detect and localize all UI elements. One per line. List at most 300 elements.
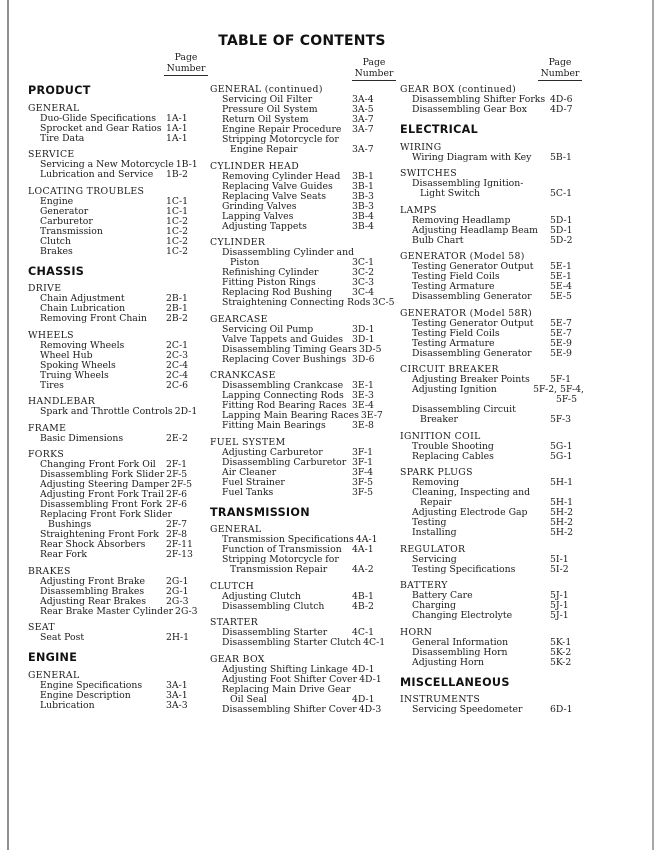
page-number: 3E-1 [352, 380, 374, 391]
page-number: 2G-3 [175, 605, 198, 617]
entry-label: Adjusting Breaker Points [412, 374, 530, 385]
page-number: 5K-1 [550, 636, 572, 648]
page-number: 3D-1 [352, 333, 375, 345]
entry-label: Servicing Oil Pump [222, 323, 314, 335]
page-number: 3F-1 [352, 446, 374, 458]
entry-label: Replacing Rod Bushing [222, 287, 333, 298]
entry-label: Carburetor [40, 215, 93, 227]
page-number [531, 385, 584, 405]
subsection-heading: GEAR BOX [210, 653, 265, 665]
entry-label: Disassembling Shifter Forks [412, 94, 546, 105]
page-number: 3F-4 [352, 466, 374, 478]
page-number: 5I-2 [550, 563, 569, 575]
toc-entry [400, 555, 584, 565]
subsection-heading: GENERAL (continued) [210, 84, 323, 95]
page-number: 1A-1 [166, 112, 188, 124]
subsection-heading: WHEELS [28, 329, 74, 341]
toc-entry [28, 314, 200, 324]
toc-entry [28, 227, 200, 237]
subsection-heading: HORN [400, 626, 433, 638]
toc-column-2 [210, 84, 395, 715]
toc-entry [210, 602, 386, 612]
page-number: 4D-7 [550, 104, 573, 115]
entry-label: Installing [412, 527, 457, 538]
toc-section-wiring [400, 143, 584, 163]
page-number: 3D-5 [358, 343, 382, 355]
entry-label: Rear Fork [40, 549, 88, 560]
page-number: 5B-1 [550, 151, 572, 163]
toc-entry [210, 355, 386, 365]
entry-label: Disassembling Horn [412, 646, 508, 658]
page-number: 1C-1 [166, 205, 189, 217]
toc-section-general-continued [210, 85, 386, 155]
page-number: 2G-1 [166, 575, 189, 587]
toc-section-general [28, 671, 200, 711]
entry-label: Replacing Valve Seats [222, 190, 327, 202]
toc-entry [400, 705, 584, 715]
entry-label: Engine Description [40, 689, 131, 701]
page-number: 3D-6 [352, 353, 375, 365]
toc-entry [210, 335, 386, 345]
subsection-heading: GEAR BOX (continued) [400, 84, 517, 95]
toc-entry [28, 607, 200, 617]
page-number: 1B-1 [175, 159, 198, 170]
toc-entry [210, 478, 386, 488]
entry-label: Generator [40, 205, 89, 217]
entry-label: Engine [40, 195, 74, 207]
page-number: 4B-1 [352, 590, 374, 602]
page-number: 2F-5 [171, 479, 193, 490]
page-number: 2F-6 [166, 489, 188, 500]
page-number: 3A-7 [352, 124, 374, 135]
toc-section-cylinder-head [210, 162, 386, 232]
entry-label: Testing Armature [412, 281, 495, 292]
entry-label-continuation: Bushings [48, 519, 92, 530]
major-heading-miscellaneous: MISCELLANEOUS [400, 675, 510, 689]
subsection-heading: IGNITION COIL [400, 430, 481, 442]
subsection-heading: LAMPS [400, 204, 437, 216]
subsection-heading: GEARCASE [210, 313, 268, 325]
page-number: 3C-1 [352, 257, 375, 268]
toc-entry [400, 385, 584, 405]
subsection-heading: CIRCUIT BREAKER [400, 364, 499, 375]
entry-label: Fuel Strainer [222, 476, 285, 488]
entry-label: Valve Tappets and Guides [222, 333, 344, 345]
page-number: 5E-4 [550, 281, 572, 292]
entry-label: Truing Wheels [40, 369, 109, 381]
entry-label: Disassembling Starter [222, 627, 328, 638]
page-number: 3A-5 [352, 104, 374, 115]
subsection-heading: SPARK PLUGS [400, 467, 473, 478]
entry-label: Straightening Front Fork [40, 529, 159, 540]
toc-entry [210, 705, 386, 715]
entry-label: Servicing Oil Filter [222, 94, 313, 105]
page-number: 3B-1 [352, 180, 374, 192]
page-number-header [520, 58, 600, 81]
subsection-heading: GENERAL [210, 524, 262, 535]
page-number: 1A-1 [166, 132, 188, 144]
entry-label: Adjusting Shifting Linkage [222, 663, 349, 675]
page-number: 5F-1 [550, 374, 572, 385]
page-number: 5E-7 [550, 327, 572, 339]
entry-label: Servicing a New Motorcycle [40, 159, 174, 170]
entry-label: Disassembling Clutch [222, 600, 325, 612]
page-number: 3A-4 [352, 94, 374, 105]
page-number: 5K-2 [550, 646, 572, 658]
toc-entry [28, 217, 200, 227]
page-number: 3B-1 [352, 170, 374, 182]
entry-label: Clutch [40, 235, 72, 247]
page-number: 5E-5 [550, 291, 572, 302]
subsection-heading: GENERAL [28, 669, 80, 681]
entry-label-continuation: Light Switch [420, 188, 481, 199]
entry-label: Adjusting Steering Damper [40, 479, 170, 490]
entry-label: Disassembling Cylinder and [222, 247, 355, 258]
subsection-heading: GENERAL [28, 102, 80, 114]
toc-entry [28, 114, 200, 124]
entry-label: Sprocket and Gear Ratios [40, 122, 162, 134]
entry-label: Seat Post [40, 632, 85, 643]
entry-label: Trouble Shooting [412, 440, 494, 452]
page-number: 4A-2 [352, 564, 374, 575]
subsection-heading: FRAME [28, 422, 67, 434]
toc-section-spark-plugs [400, 468, 584, 538]
subsection-heading: CYLINDER HEAD [210, 160, 300, 172]
toc-entry [28, 371, 200, 381]
entry-label: Lubrication and Service [40, 169, 154, 180]
entry-label: Disassembling Fork Slider [40, 469, 165, 480]
toc-section-generator-model-58 [400, 252, 584, 302]
toc-section-fuel-system [210, 438, 386, 498]
subsection-heading: REGULATOR [400, 543, 466, 555]
page-edge-left [7, 0, 9, 850]
toc-section-starter [210, 618, 386, 648]
entry-label: Duo-Glide Specifications [40, 112, 156, 124]
toc-entry [28, 510, 200, 530]
entry-label: Adjusting Carburetor [222, 446, 323, 458]
page-number: 5J-1 [550, 590, 569, 601]
entry-label: Fitting Piston Rings [222, 277, 316, 288]
toc-entry [210, 202, 386, 212]
entry-label: Changing Electrolyte [412, 610, 513, 621]
entry-label: Removing Cylinder Head [222, 170, 341, 182]
entry-label: Adjusting Rear Brakes [40, 595, 147, 607]
page-number: 2F-7 [166, 519, 188, 530]
entry-label: Testing Armature [412, 337, 495, 349]
toc-entry [400, 339, 584, 349]
toc-section-frame [28, 424, 200, 444]
toc-entry [210, 192, 386, 202]
page-number: 1B-2 [166, 169, 188, 180]
entry-label: Disassembling Carburetor [222, 456, 347, 468]
page-number: 3A-7 [352, 114, 374, 125]
subsection-heading: BRAKES [28, 565, 71, 577]
toc-section-switches [400, 169, 584, 199]
entry-label: Adjusting Clutch [222, 590, 301, 602]
toc-entry [28, 134, 200, 144]
toc-section-crankcase [210, 371, 386, 431]
entry-label: Refinishing Cylinder [222, 267, 319, 278]
entry-label: Removing Wheels [40, 339, 125, 351]
toc-section-locating-troubles [28, 187, 200, 257]
page-number: 1C-1 [166, 195, 189, 207]
page-number: 5G-1 [550, 450, 573, 462]
page-number: 6D-1 [550, 704, 573, 715]
toc-entry [28, 691, 200, 701]
page-number: 2F-13 [166, 549, 193, 560]
toc-section-battery [400, 581, 584, 621]
page-number: 5K-2 [550, 656, 572, 668]
entry-label: Disassembling Ignition- [412, 178, 524, 189]
entry-label: Battery Care [412, 590, 473, 601]
page-number: 2C-6 [166, 379, 189, 391]
toc-entry [210, 665, 386, 675]
page-number: 1C-2 [166, 215, 189, 227]
toc-entry [210, 182, 386, 192]
toc-section-gear-box [210, 655, 386, 715]
subsection-heading: WIRING [400, 141, 442, 153]
toc-entry [28, 247, 200, 257]
entry-label: Replacing Cover Bushings [222, 353, 347, 365]
major-heading-product: PRODUCT [28, 84, 91, 97]
entry-label: Wiring Diagram with Key [412, 151, 532, 163]
toc-entry [210, 297, 395, 308]
toc-entry [28, 550, 200, 560]
entry-label: Testing Field Coils [412, 271, 500, 282]
entry-label: General Information [412, 636, 509, 648]
subsection-heading: GENERATOR (Model 58) [400, 251, 525, 262]
entry-label: Air Cleaner [222, 466, 277, 478]
entry-label: Tire Data [40, 132, 85, 144]
page-number-header-line2: Number [352, 69, 397, 82]
page-number: 5G-1 [550, 440, 573, 452]
page-number: 5E-1 [550, 271, 572, 282]
toc-section-handlebar [28, 397, 200, 417]
page-number: 5E-9 [550, 347, 572, 359]
toc-section-lamps [400, 206, 584, 246]
entry-label: Testing [412, 517, 447, 528]
entry-label: Servicing Speedometer [412, 704, 523, 715]
subsection-heading: CRANKCASE [210, 370, 276, 381]
entry-label: Straightening Connecting Rods [222, 297, 371, 308]
page-number-line1: 5F-2, 5F-4, [533, 384, 584, 395]
subsection-heading: FORKS [28, 449, 65, 460]
subsection-heading: FUEL SYSTEM [210, 436, 286, 448]
entry-label: Stripping Motorcycle for [222, 134, 339, 145]
toc-section-gear-box-continued [400, 85, 584, 115]
toc-entry [400, 488, 584, 508]
toc-entry [28, 361, 200, 371]
toc-entry [400, 153, 584, 163]
toc-entry [28, 681, 200, 691]
page-number: 1C-2 [166, 235, 189, 247]
page-number: 3C-5 [372, 297, 395, 308]
entry-label: Lapping Valves [222, 210, 294, 222]
page-number: 3C-4 [352, 287, 375, 298]
page-number: 2B-1 [166, 293, 188, 304]
toc-section-seat [28, 623, 200, 643]
toc-section-circuit-breaker [400, 365, 584, 425]
page-number: 3E-8 [352, 420, 374, 431]
page-number: 4B-2 [352, 600, 374, 612]
toc-entry [210, 638, 386, 648]
page-number: 5D-1 [550, 214, 573, 226]
toc-section-regulator [400, 545, 584, 575]
toc-entry [28, 341, 200, 351]
page-number: 3B-3 [352, 200, 374, 212]
toc-entry [400, 329, 584, 339]
entry-label: Adjusting Front Fork Trail [40, 489, 164, 500]
page-number: 5E-9 [550, 337, 572, 349]
page-number-header-line1: Page [548, 57, 572, 68]
toc-section-horn [400, 628, 584, 668]
page-number: 2C-1 [166, 339, 189, 351]
entry-label: Pressure Oil System [222, 104, 318, 115]
toc-entry [28, 351, 200, 361]
entry-label: Fitting Rod Bearing Races [222, 400, 347, 411]
page-number: 2D-1 [174, 406, 198, 417]
page-number: 2F-6 [166, 499, 188, 510]
page-number: 5J-1 [550, 600, 569, 611]
entry-label: Charging [412, 600, 456, 611]
page-number: 2F-5 [166, 469, 188, 480]
page-number: 2F-1 [166, 459, 188, 470]
entry-label: Fuel Tanks [222, 486, 274, 498]
page-number: 3B-4 [352, 220, 374, 232]
page-number: 3E-4 [352, 400, 374, 411]
toc-section-service [28, 150, 200, 180]
toc-entry [28, 197, 200, 207]
toc-entry [210, 675, 386, 685]
toc-entry [210, 325, 386, 335]
page-number: 5E-1 [550, 261, 572, 272]
page-number: 1A-1 [166, 122, 188, 134]
toc-entry [28, 577, 200, 587]
toc-section-general [28, 104, 200, 144]
page-number-header [146, 53, 226, 76]
page-number: 4A-1 [352, 544, 374, 555]
entry-label: Adjusting Tappets [222, 220, 307, 232]
page-number: 2F-8 [166, 529, 188, 540]
toc-entry [400, 611, 584, 621]
entry-label: Chain Adjustment [40, 293, 125, 304]
entry-label: Rear Shock Absorbers [40, 539, 146, 550]
page-title: TABLE OF CONTENTS [218, 33, 386, 49]
entry-label: Disassembling Starter Clutch [222, 637, 362, 648]
page-edge-right [652, 0, 654, 850]
toc-entry [28, 124, 200, 134]
subsection-heading: LOCATING TROUBLES [28, 185, 145, 197]
entry-label-continuation: Breaker [420, 414, 458, 425]
entry-label: Adjusting Foot Shifter Cover [222, 673, 358, 685]
toc-entry [28, 207, 200, 217]
entry-label: Disassembling Brakes [40, 585, 145, 597]
entry-label: Adjusting Ignition [412, 384, 497, 395]
subsection-heading: SWITCHES [400, 168, 457, 179]
page-number: 5E-7 [550, 317, 572, 329]
entry-label-continuation: Repair [420, 497, 452, 508]
toc-section-clutch [210, 582, 386, 612]
page-number: 5C-1 [550, 188, 573, 199]
subsection-heading: INSTRUMENTS [400, 694, 481, 705]
entry-label: Basic Dimensions [40, 432, 124, 444]
page-number: 2C-4 [166, 359, 189, 371]
toc-entry [28, 407, 200, 417]
entry-label: Engine Repair Procedure [222, 124, 342, 135]
page-number-header [334, 58, 414, 81]
entry-label: Spoking Wheels [40, 359, 116, 371]
page-number: 4C-1 [352, 627, 375, 638]
toc-entry [28, 597, 200, 607]
entry-label: Grinding Valves [222, 200, 297, 212]
page-number: 2C-4 [166, 369, 189, 381]
toc-entry [400, 105, 584, 115]
toc-entry [210, 555, 386, 575]
toc-entry [28, 701, 200, 711]
entry-label: Removing Front Chain [40, 313, 147, 324]
page-number: 5D-1 [550, 224, 573, 236]
entry-label: Disassembling Circuit [412, 404, 516, 415]
toc-section-drive [28, 284, 200, 324]
entry-label: Disassembling Generator [412, 347, 532, 359]
toc-entry [400, 452, 584, 462]
entry-label: Replacing Cables [412, 450, 494, 462]
page-number: 3F-5 [352, 476, 374, 488]
toc-entry [210, 458, 386, 468]
page-number: 3C-2 [352, 267, 375, 278]
toc-entry [28, 381, 200, 391]
page-number: 2B-2 [166, 313, 188, 324]
subsection-heading: HANDLEBAR [28, 396, 96, 407]
entry-label: Bulb Chart [412, 234, 464, 246]
toc-entry [400, 442, 584, 452]
page-number-header-line2: Number [538, 69, 583, 82]
page-number: 3A-7 [352, 144, 374, 155]
entry-label: Removing Headlamp [412, 214, 511, 226]
toc-entry [400, 216, 584, 226]
entry-label: Testing Specifications [412, 563, 516, 575]
major-heading-transmission: TRANSMISSION [210, 505, 310, 519]
toc-entry [400, 528, 584, 538]
toc-column-1 [28, 85, 200, 711]
toc-entry [28, 587, 200, 597]
entry-label: Disassembling Crankcase [222, 380, 344, 391]
page-number: 5H-1 [550, 477, 574, 488]
entry-label: Servicing [412, 553, 457, 565]
entry-label: Transmission Specifications [222, 534, 354, 545]
page-number: 3F-1 [352, 456, 374, 468]
entry-label: Disassembling Timing Gears [222, 343, 357, 355]
page-number-line2: 5F-5 [555, 394, 577, 405]
toc-entry [400, 319, 584, 329]
page-number-header-line1: Page [174, 52, 198, 63]
entry-label: Transmission [40, 225, 103, 237]
entry-label: Fitting Main Bearings [222, 420, 326, 431]
subsection-heading: STARTER [210, 617, 259, 628]
page-number: 2G-3 [166, 595, 189, 607]
toc-section-generator-model-58r [400, 309, 584, 359]
toc-entry [400, 565, 584, 575]
page-number: 3E-7 [360, 410, 383, 421]
subsection-heading: SEAT [28, 622, 55, 633]
toc-entry [400, 349, 584, 359]
toc-section-ignition-coil [400, 432, 584, 462]
page-number: 5H-2 [550, 527, 574, 538]
page-number: 5H-2 [550, 507, 574, 518]
toc-entry [400, 179, 584, 199]
entry-label: Removing [412, 477, 460, 488]
toc-entry [210, 421, 386, 431]
